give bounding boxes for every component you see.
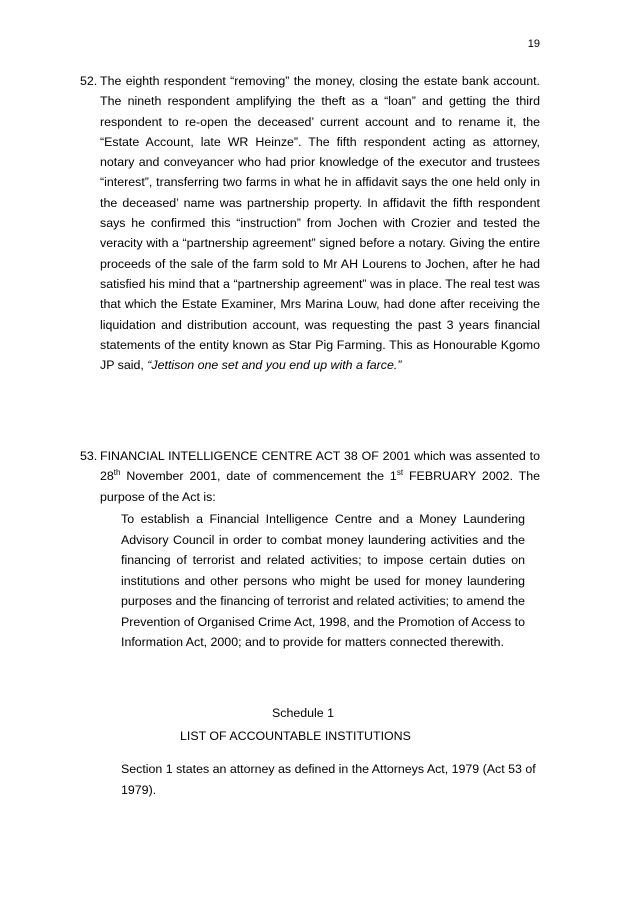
paragraph-52-body	[80, 71, 540, 375]
paragraph-52-number: 52.	[80, 74, 98, 88]
paragraph-53-text-part2: November 2001, date of commencement the 1	[120, 469, 397, 484]
act-purpose-quote: To establish a Financial Intelligence Centre and a Money Laundering Advisory Council in order to combat money laundering activities and the financing of terrorist and related activities; to impose certain duties on institutions and other persons who might be used for money laundering purposes and the financing of terrorist and related activities; to amend the Prevention of Organised Crime Act, 1998, and the Promotion of Access to Information Act, 2000; and to provide for matters connected therewith.	[121, 512, 525, 649]
paragraph-53-sup-th: th	[113, 468, 121, 478]
paragraph-53-body	[80, 446, 540, 507]
section-note: Section 1 states an attorney as defined in the Attorneys Act, 1979 (Act 53 of 1979).	[121, 762, 536, 797]
schedule-title: Schedule 1	[272, 706, 335, 720]
schedule-subtitle: LIST OF ACCOUNTABLE INSTITUTIONS	[180, 729, 411, 743]
page-number: 19	[527, 38, 540, 50]
paragraph-52-text: The eighth respondent “removing” the money, closing the estate bank account. The nineth respondent amplifying the theft as a “loan” and getting the third respondent to re-open the deceased’ current account and to rename it, the “Estate Account, late WR Heinze”. The fifth respondent acting as attorney, notary and conveyancer who had prior knowledge of the executor and trustees “interest”, transferring two farms in what he in affidavit says the one held only in the deceased’ name was partnership property. In affidavit the fifth respondent says he confirmed this “instruction” from Jochen with Crozier and tested the veracity with a “partnership agreement” signed before a notary. Giving the entire proceeds of the sale of the farm sold to Mr AH Lourens to Jochen, after he had satisfied his mind that a “partnership agreement” was in place. The real test was that which the Estate Examiner, Mrs Marina Louw, had done after receiving the liquidation and distribution account, was requesting the past 3 years financial statements of the entity known as Star Pig Farming. This as Honourable Kgomo JP said,	[100, 74, 540, 373]
paragraph-52-quote: “Jettison one set and you end up with a farce.”	[147, 358, 402, 373]
paragraph-53-text-part1: FINANCIAL INTELLIGENCE CENTRE ACT 38 OF 2001 which was assented to 28	[100, 449, 540, 484]
paragraph-53-sup-st: st	[396, 468, 404, 478]
paragraph-53-number: 53.	[80, 449, 98, 463]
paragraph-53-text-part3: FEBRUARY 2002. The purpose of the Act is:	[100, 469, 540, 504]
paragraph-53	[80, 446, 540, 507]
paragraph-52	[80, 71, 540, 375]
